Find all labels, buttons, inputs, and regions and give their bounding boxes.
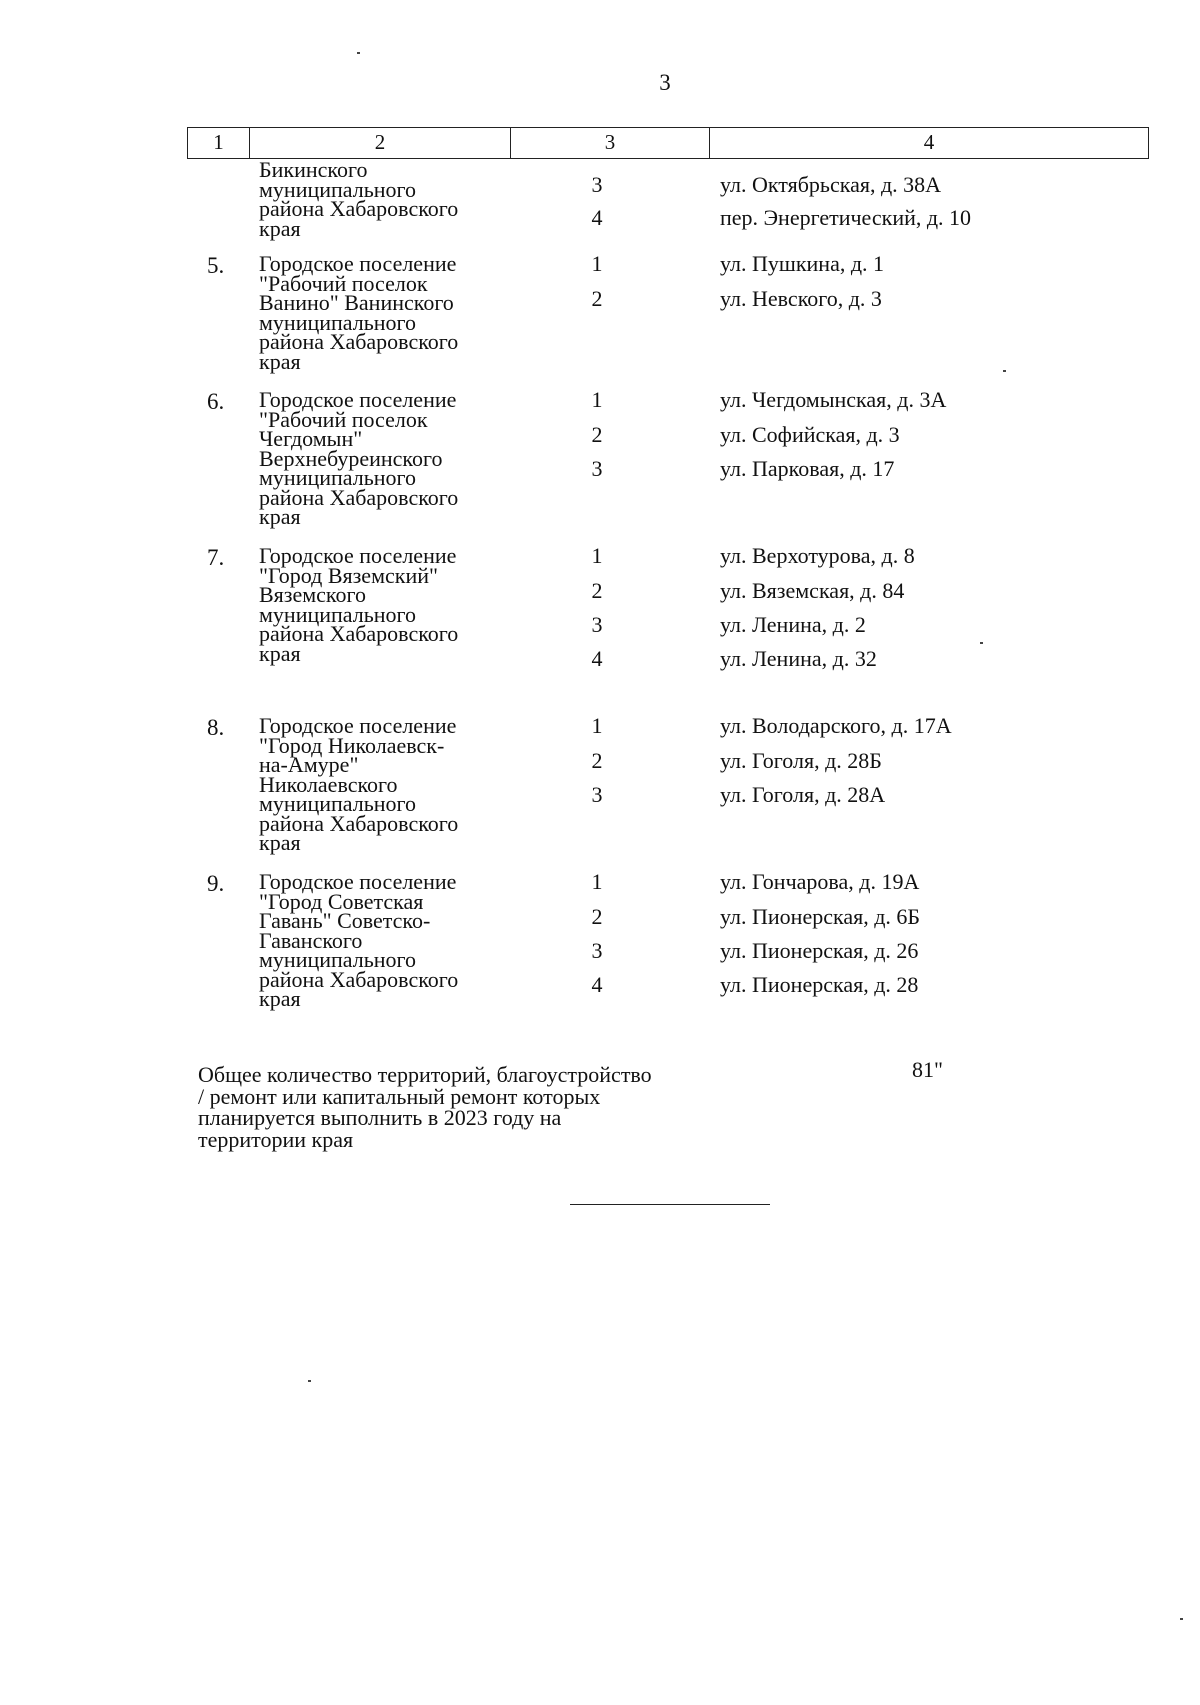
object-entry: 3 ул. Парковая, д. 17 <box>591 456 895 481</box>
total-value: 81" <box>912 1057 943 1082</box>
municipality-name: Городское поселение "Город Николаевск- на-Амуре" Николаевского муниципального района Хабаровского края <box>259 713 459 855</box>
scan-speck <box>1003 370 1006 372</box>
scan-speck <box>357 52 360 54</box>
total-label: Общее количество территорий, благоустройство / ремонт или капитальный ремонт которых планируется выполнить в 2023 году на территории края <box>198 1062 652 1152</box>
header-col-2: 2 <box>250 128 511 158</box>
object-entry: 2 ул. Софийская, д. 3 <box>591 422 900 447</box>
scan-speck <box>1180 1618 1183 1620</box>
municipality-name: Бикинского муниципального района Хабаровского края <box>259 157 459 241</box>
object-entry: 1 ул. Гончарова, д. 19А <box>591 869 920 894</box>
scan-speck <box>980 642 983 644</box>
scan-speck <box>308 1380 311 1382</box>
page-number: 3 <box>659 70 671 95</box>
municipality-name: Городское поселение "Рабочий поселок Ванино" Ванинского муниципального района Хабаровского края <box>259 251 459 374</box>
object-entry: 2 ул. Невского, д. 3 <box>591 286 882 311</box>
row-number: 7. <box>207 545 225 570</box>
object-entry: 4 ул. Пионерская, д. 28 <box>591 972 919 997</box>
object-entry: 1 ул. Володарского, д. 17А <box>591 713 952 738</box>
object-entry: 4 ул. Ленина, д. 32 <box>591 646 877 671</box>
header-col-1: 1 <box>188 128 250 158</box>
header-col-3: 3 <box>511 128 710 158</box>
row-number: 8. <box>207 715 225 740</box>
object-entry: 1 ул. Пушкина, д. 1 <box>591 251 885 276</box>
municipality-name: Городское поселение "Рабочий поселок Чегдомын" Верхнебуреинского муниципального района Хабаровского края <box>259 387 459 529</box>
object-entry: 2 ул. Пионерская, д. 6Б <box>591 904 921 929</box>
municipality-name: Городское поселение "Город Вяземский" Вяземского муниципального района Хабаровского края <box>259 543 459 666</box>
header-col-4: 4 <box>923 130 935 154</box>
object-entry: 3 ул. Пионерская, д. 26 <box>591 938 919 963</box>
table-header <box>187 127 1149 159</box>
municipality-name: Городское поселение "Город Советская Гавань" Советско- Гаванского муниципального района Хабаровского края <box>259 869 459 1011</box>
object-entry: 3 ул. Ленина, д. 2 <box>591 612 866 637</box>
object-entry: 1 ул. Чегдомынская, д. 3А <box>591 387 947 412</box>
closing-separator-line <box>570 1204 770 1205</box>
object-entry: 2 ул. Гоголя, д. 28Б <box>591 748 882 773</box>
row-number: 6. <box>207 389 225 414</box>
object-entry: 1 ул. Верхотурова, д. 8 <box>591 543 915 568</box>
object-entry: 2 ул. Вяземская, д. 84 <box>591 578 905 603</box>
row-number: 5. <box>207 253 225 278</box>
object-entry: 3 ул. Гоголя, д. 28А <box>591 782 886 807</box>
object-entry: 4 пер. Энергетический, д. 10 <box>591 205 972 230</box>
object-entry: 3 ул. Октябрьская, д. 38А <box>591 172 942 197</box>
row-number: 9. <box>207 871 225 896</box>
